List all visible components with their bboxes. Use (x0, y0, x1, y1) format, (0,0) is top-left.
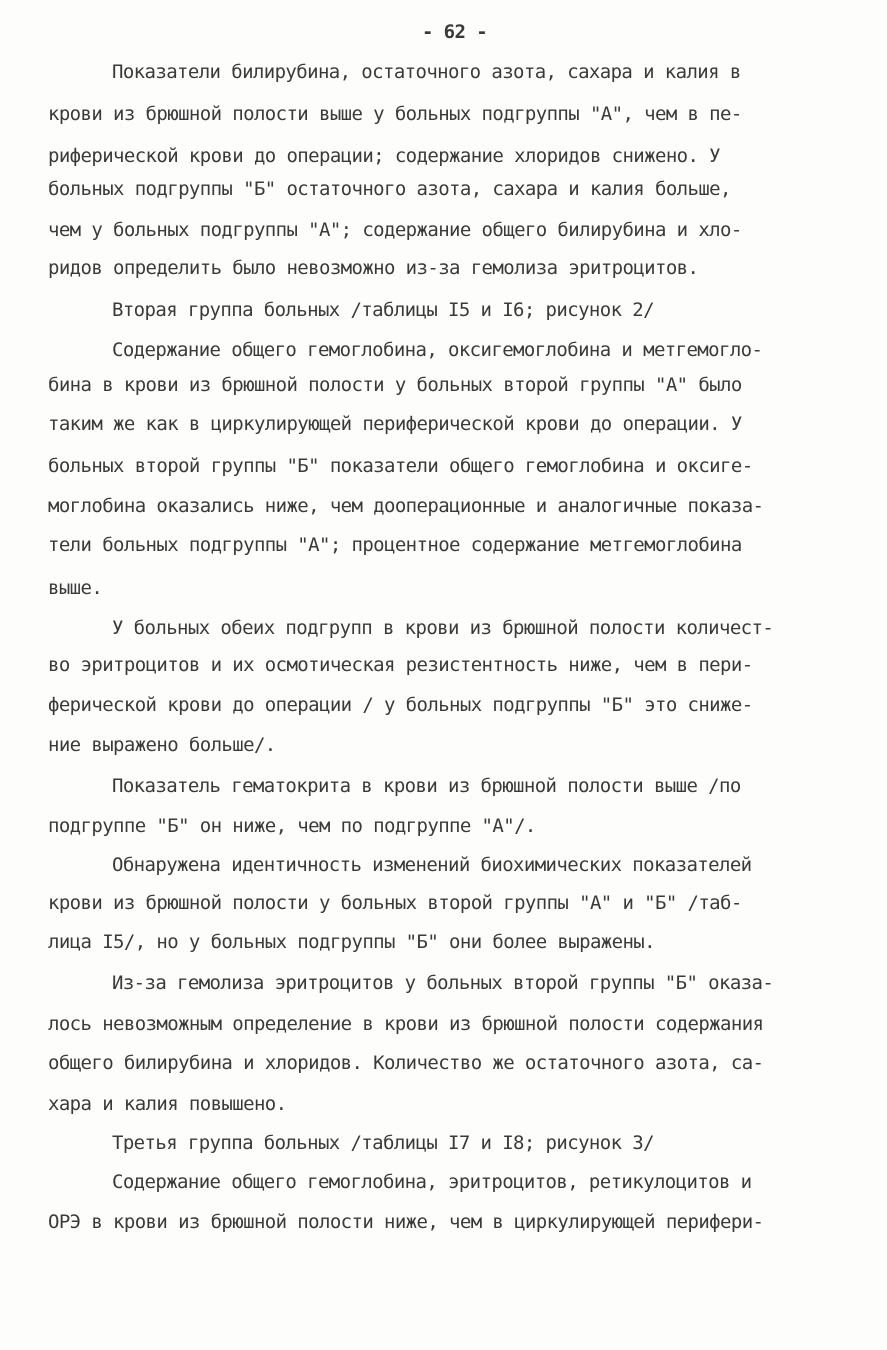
text-line: ние выражено больше/. (48, 734, 276, 756)
section-heading: Третья группа больных /таблицы I7 и I8; рисунок 3/ (112, 1132, 654, 1154)
text-line: бина в крови из брюшной полости у больных второй группы "А" было (48, 374, 742, 396)
text-line: тели больных подгруппы "А"; процентное содержание метгемоглобина (48, 534, 742, 556)
text-line: Обнаружена идентичность изменений биохимических показателей (112, 854, 752, 876)
text-line: Содержание общего гемоглобина, оксигемоглобина и метгемогло- (112, 339, 763, 361)
text-line: больных второй группы "Б" показатели общего гемоглобина и оксиге- (48, 455, 753, 477)
text-line: хара и калия повышено. (48, 1093, 287, 1115)
text-line: крови из брюшной полости выше у больных подгруппы "А", чем в пе- (48, 103, 742, 125)
text-line: У больных обеих подгрупп в крови из брюшной полости количест- (112, 617, 774, 639)
text-line: Из-за гемолиза эритроцитов у больных второй группы "Б" оказа- (112, 972, 774, 994)
text-line: ферической крови до операции / у больных подгруппы "Б" это сниже- (48, 694, 753, 716)
text-line: лица I5/, но у больных подгруппы "Б" они более выражены. (48, 931, 655, 953)
text-line: ридов определить было невозможно из-за гемолиза эритроцитов. (48, 257, 699, 279)
text-line: риферической крови до операции; содержание хлоридов снижено. У (48, 145, 721, 167)
text-line: моглобина оказались ниже, чем дооперационные и аналогичные показа- (48, 495, 764, 517)
text-line: подгруппе "Б" он ниже, чем по подгруппе "А"/. (48, 815, 536, 837)
page-number: - 62 - (422, 21, 488, 43)
text-line: общего билирубина и хлоридов. Количество же остаточного азота, са- (48, 1052, 764, 1074)
text-line: во эритроцитов и их осмотическая резистентность ниже, чем в пери- (48, 654, 753, 676)
text-line: крови из брюшной полости у больных второй группы "А" и "Б" /таб- (48, 892, 742, 914)
text-line: выше. (48, 577, 103, 599)
text-line: Показатели билирубина, остаточного азота, сахара и калия в (112, 61, 741, 83)
text-line: таким же как в циркулирующей периферической крови до операции. У (48, 413, 742, 435)
section-heading: Вторая группа больных /таблицы I5 и I6; рисунок 2/ (112, 299, 654, 321)
text-line: чем у больных подгруппы "А"; содержание общего билирубина и хло- (48, 219, 742, 241)
text-line: ОРЭ в крови из брюшной полости ниже, чем в циркулирующей перифери- (48, 1211, 764, 1233)
text-line: Показатель гематокрита в крови из брюшной полости выше /по (112, 775, 741, 797)
text-line: Содержание общего гемоглобина, эритроцитов, ретикулоцитов и (112, 1171, 752, 1193)
text-line: лось невозможным определение в крови из брюшной полости содержания (48, 1013, 764, 1035)
text-line: больных подгруппы "Б" остаточного азота, сахара и калия больше, (48, 178, 731, 200)
